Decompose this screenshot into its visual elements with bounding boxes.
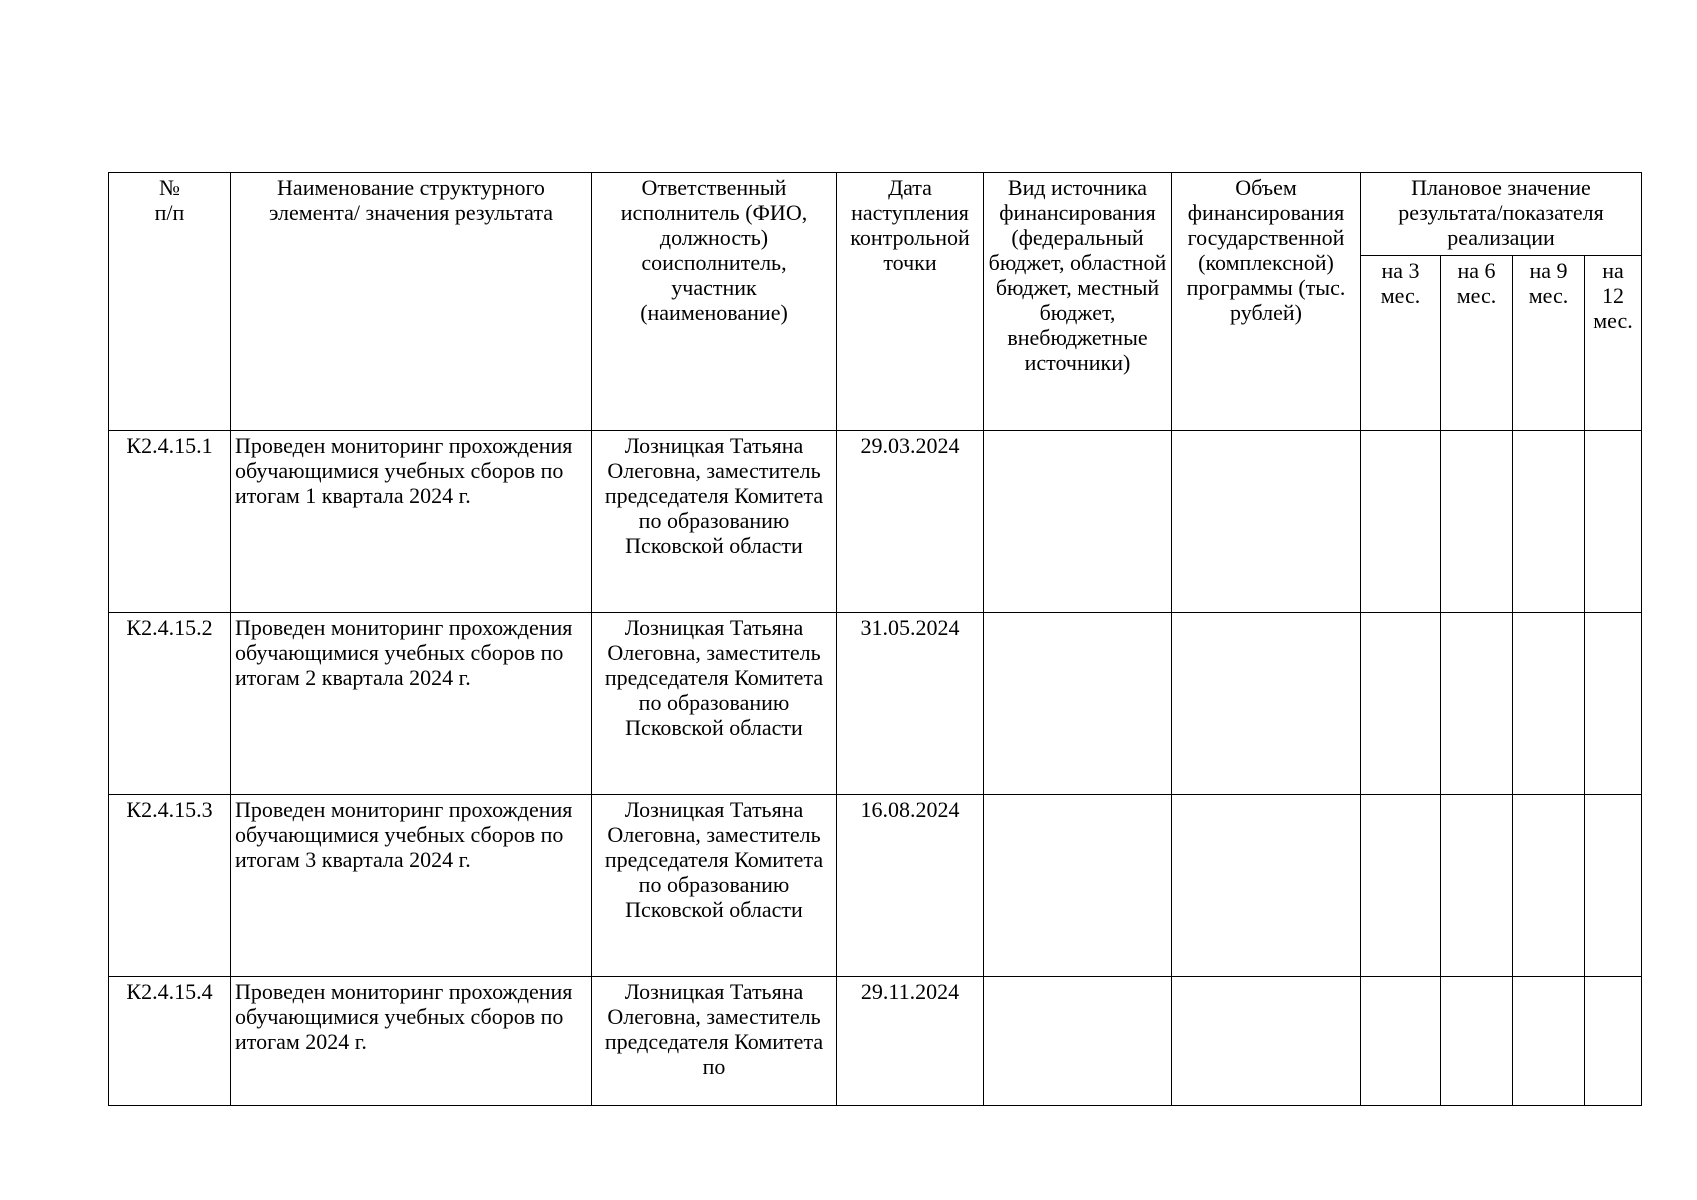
row-m3 <box>1361 431 1441 613</box>
row-m12 <box>1585 613 1642 795</box>
header-num: № п/п <box>109 173 231 431</box>
row-responsible-text: Лозницкая Татьяна Олеговна, заместитель председателя Комитета по <box>604 979 824 1079</box>
row-m3 <box>1361 613 1441 795</box>
row-date: 29.11.2024 <box>837 977 984 1106</box>
row-source <box>984 431 1172 613</box>
row-name: Проведен мониторинг прохождения обучающимися учебных сборов по итогам 2024 г. <box>231 977 592 1106</box>
row-m6 <box>1441 431 1513 613</box>
control-points-table <box>108 172 1642 1106</box>
header-m12: на 12 мес. <box>1585 256 1642 431</box>
row-volume <box>1172 795 1361 977</box>
row-responsible: Лозницкая Татьяна Олеговна, заместитель председателя Комитета по образованию Псковской области <box>592 613 837 795</box>
row-m12 <box>1585 977 1642 1106</box>
row-m9 <box>1513 613 1585 795</box>
row-volume <box>1172 431 1361 613</box>
header-m6: на 6 мес. <box>1441 256 1513 431</box>
header-responsible: Ответственный исполнитель (ФИО, должность) соисполнитель, участник (наименование) <box>592 173 837 431</box>
row-m6 <box>1441 613 1513 795</box>
table-row <box>109 613 1642 795</box>
header-date: Дата наступления контрольной точки <box>837 173 984 431</box>
row-source <box>984 795 1172 977</box>
row-m3 <box>1361 977 1441 1106</box>
row-m12 <box>1585 431 1642 613</box>
row-responsible: Лозницкая Татьяна Олеговна, заместитель председателя Комитета по образованию Псковской области <box>592 795 837 977</box>
header-name: Наименование структурного элемента/ значения результата <box>231 173 592 431</box>
row-num: К2.4.15.2 <box>109 613 231 795</box>
row-volume <box>1172 613 1361 795</box>
row-volume <box>1172 977 1361 1106</box>
header-source: Вид источника финансирования (федеральный бюджет, областной бюджет, местный бюджет, внебюджетные источники) <box>984 173 1172 431</box>
table-row <box>109 795 1642 977</box>
table-row <box>109 431 1642 613</box>
header-volume: Объем финансирования государственной (комплексной) программы (тыс. рублей) <box>1172 173 1361 431</box>
header-row <box>109 173 1642 256</box>
row-date: 31.05.2024 <box>837 613 984 795</box>
row-name: Проведен мониторинг прохождения обучающимися учебных сборов по итогам 1 квартала 2024 г. <box>231 431 592 613</box>
row-m3 <box>1361 795 1441 977</box>
header-plan: Плановое значение результата/показателя реализации <box>1361 173 1642 256</box>
row-m9 <box>1513 795 1585 977</box>
row-responsible <box>592 977 837 1106</box>
row-name: Проведен мониторинг прохождения обучающимися учебных сборов по итогам 2 квартала 2024 г. <box>231 613 592 795</box>
row-m6 <box>1441 977 1513 1106</box>
row-num: К2.4.15.3 <box>109 795 231 977</box>
table-row <box>109 977 1642 1106</box>
row-num: К2.4.15.1 <box>109 431 231 613</box>
row-source <box>984 977 1172 1106</box>
header-m9: на 9 мес. <box>1513 256 1585 431</box>
header-m3: на 3 мес. <box>1361 256 1441 431</box>
row-m12 <box>1585 795 1642 977</box>
row-m6 <box>1441 795 1513 977</box>
row-num: К2.4.15.4 <box>109 977 231 1106</box>
row-responsible: Лозницкая Татьяна Олеговна, заместитель председателя Комитета по образованию Псковской области <box>592 431 837 613</box>
row-date: 16.08.2024 <box>837 795 984 977</box>
row-date: 29.03.2024 <box>837 431 984 613</box>
row-m9 <box>1513 431 1585 613</box>
row-name: Проведен мониторинг прохождения обучающимися учебных сборов по итогам 3 квартала 2024 г. <box>231 795 592 977</box>
row-m9 <box>1513 977 1585 1106</box>
row-source <box>984 613 1172 795</box>
